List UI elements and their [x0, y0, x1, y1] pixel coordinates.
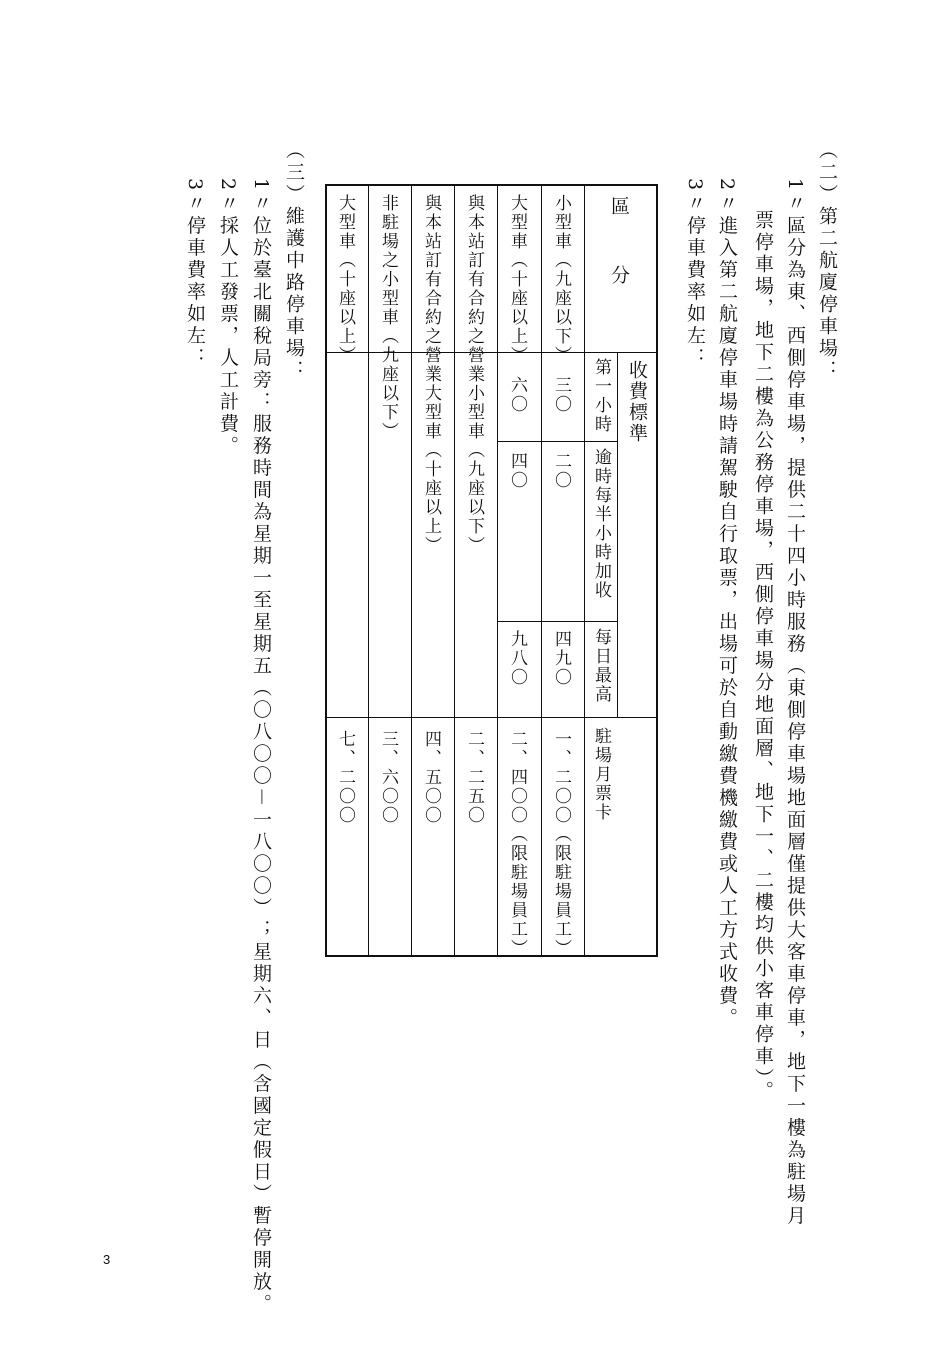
section2-item2: 2〃進入第二航廈停車場時請駕駛自行取票，出場可於自動繳費機繳費或人工方式收費。	[716, 178, 738, 1030]
row-category: 大型車（十座以上）	[507, 194, 527, 365]
row-monthly-pass: 一、二〇〇（限駐場員工）	[551, 730, 571, 958]
table-divider	[411, 184, 412, 957]
table-divider	[541, 184, 542, 957]
header-category: 區 分	[608, 196, 630, 288]
table-divider	[497, 441, 617, 442]
row-per-half-hour: 四〇	[507, 452, 527, 490]
table-divider	[617, 352, 618, 717]
section3-item1: 1〃位於臺北關稅局旁：服務時間為星期一至星期五（〇八〇〇－一八〇〇）；星期六、日（含國定假日）暫停開放。	[250, 178, 272, 1316]
section3-heading: （三）維護中路停車場：	[283, 140, 305, 382]
header-per-half-hour: 逾時每半小時加收	[591, 448, 611, 600]
row-monthly-pass: 三、六〇〇	[378, 730, 398, 825]
table-divider	[368, 184, 369, 957]
section3-item3: 3〃停車費率如左：	[184, 178, 206, 370]
row-first-hour: 三〇	[551, 376, 571, 414]
section3-item2: 2〃採人工發票，人工計費。	[217, 178, 239, 458]
row-category: 非駐場之小型車（九座以下）	[378, 194, 398, 441]
row-first-hour: 六〇	[507, 376, 527, 414]
header-monthly-pass: 駐場月票卡	[591, 727, 611, 822]
row-monthly-pass: 四、五〇〇	[421, 730, 441, 825]
table-divider	[325, 717, 658, 718]
table-divider	[584, 184, 585, 957]
row-monthly-pass: 七、二〇〇	[335, 730, 355, 825]
row-category: 與本站訂有合約之營業大型車（十座以上）	[421, 194, 441, 555]
section2-item1-cont: 票停車場，地下二樓為公務停車場，西側停車場分地面層、地下一、二樓均供小客車停車）。	[752, 210, 774, 1103]
row-daily-max: 九八〇	[507, 630, 527, 687]
section2-item1: 1〃區分為東、西側停車場，提供二十四小時服務（東側停車場地面層僅提供大客車停車，地下一樓為駐場月	[784, 178, 806, 1228]
header-fees: 收費標準	[626, 360, 648, 444]
row-category: 小型車（九座以下）	[551, 194, 571, 365]
section2-heading: （二）第二航廈停車場：	[816, 140, 838, 382]
section2-item3: 3〃停車費率如左：	[684, 178, 706, 370]
table-divider	[325, 352, 658, 353]
table-divider	[497, 621, 617, 622]
table-divider	[497, 184, 498, 957]
row-category: 大型車（十座以上）	[335, 194, 355, 365]
header-daily-max: 每日最高	[591, 628, 611, 704]
row-category: 與本站訂有合約之營業小型車（九座以下）	[464, 194, 484, 555]
page-number: 3	[103, 1252, 111, 1267]
table-divider	[454, 184, 455, 957]
header-first-hour: 第一小時	[591, 358, 611, 434]
row-per-half-hour: 二〇	[551, 452, 571, 490]
row-daily-max: 四九〇	[551, 630, 571, 687]
row-monthly-pass: 二、二五〇	[464, 730, 484, 825]
row-monthly-pass: 二、四〇〇（限駐場員工）	[507, 730, 527, 958]
